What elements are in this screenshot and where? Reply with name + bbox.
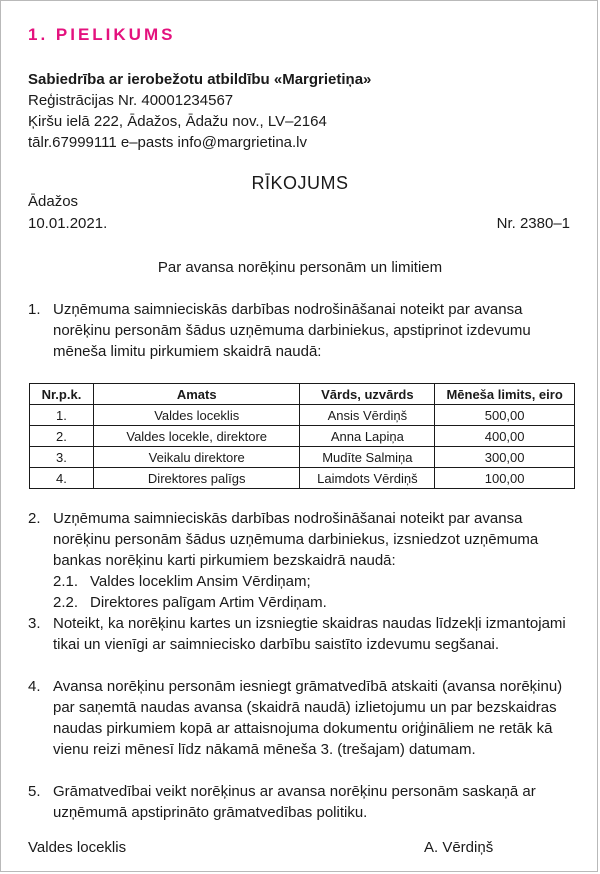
column-header-limit: Mēneša limits, eiro bbox=[435, 384, 575, 405]
column-header-number: Nr.p.k. bbox=[30, 384, 94, 405]
order-item-1 bbox=[28, 299, 576, 362]
company-block bbox=[28, 69, 371, 153]
appendix-heading: 1. PIELIKUMS bbox=[28, 25, 176, 44]
row-number: 1. bbox=[30, 405, 94, 426]
document-date: 10.01.2021. bbox=[28, 215, 108, 232]
company-name: Sabiedrība ar ierobežotu atbildību «Margrietiņa» bbox=[28, 71, 372, 88]
row-limit: 300,00 bbox=[435, 447, 575, 468]
document-place: Ādažos bbox=[28, 193, 79, 210]
signature-name: A. Vērdiņš bbox=[424, 839, 494, 856]
company-contacts: tālr.67999111 e–pasts info@margrietina.lv bbox=[28, 134, 308, 151]
row-name: Mudīte Salmiņa bbox=[300, 447, 435, 468]
row-number: 2. bbox=[30, 426, 94, 447]
order-item-2 bbox=[28, 508, 576, 571]
row-position: Valdes loceklis bbox=[93, 405, 300, 426]
row-name: Laimdots Vērdiņš bbox=[300, 468, 435, 489]
document-subject: Par avansa norēķinu personām un limitiem bbox=[157, 259, 443, 276]
row-limit: 500,00 bbox=[435, 405, 575, 426]
table-row bbox=[30, 426, 575, 447]
item-number: 5. bbox=[28, 783, 41, 800]
table-row bbox=[30, 468, 575, 489]
order-subitem-2-1 bbox=[53, 571, 311, 592]
document-title: RĪKOJUMS bbox=[251, 173, 349, 193]
row-limit: 400,00 bbox=[435, 426, 575, 447]
item-text: Uzņēmuma saimnieciskās darbības nodrošināšanai noteikt par avansa norēķinu personām šādus uzņēmuma darbiniekus, izsniedzot uzņēmuma bankas norēķinu karti pirkumiem bezskaidrā naudā: bbox=[53, 510, 539, 569]
row-name: Anna Lapiņa bbox=[300, 426, 435, 447]
subitem-text: Valdes loceklim Ansim Vērdiņam; bbox=[90, 573, 311, 590]
document-number: Nr. 2380–1 bbox=[496, 215, 570, 232]
order-subitem-2-2 bbox=[53, 592, 327, 613]
row-position: Direktores palīgs bbox=[93, 468, 300, 489]
item-number: 4. bbox=[28, 678, 41, 695]
table-header-row bbox=[30, 384, 575, 405]
row-position: Valdes locekle, direktore bbox=[93, 426, 300, 447]
subitem-number: 2.2. bbox=[53, 594, 79, 611]
item-text: Noteikt, ka norēķinu kartes un izsniegtie skaidras naudas līdzekļi izmantojami tikai un vienīgi ar saimniecisko darbību saistīto izdevumu segšanai. bbox=[53, 615, 566, 653]
row-name: Ansis Vērdiņš bbox=[300, 405, 435, 426]
order-item-3 bbox=[28, 613, 576, 655]
item-text: Uzņēmuma saimnieciskās darbības nodrošināšanai noteikt par avansa norēķinu personām šādus uzņēmuma darbiniekus, apstiprinot izdevumu mēneša limitu pirkumiem skaidrā naudā: bbox=[53, 301, 531, 360]
item-text: Grāmatvedībai veikt norēķinus ar avansa norēķinu personām saskaņā ar uzņēmumā apstiprināto grāmatvedības politiku. bbox=[53, 783, 536, 821]
order-item-5 bbox=[28, 781, 576, 823]
column-header-name: Vārds, uzvārds bbox=[300, 384, 435, 405]
row-limit: 100,00 bbox=[435, 468, 575, 489]
item-number: 1. bbox=[28, 301, 41, 318]
subitem-number: 2.1. bbox=[53, 573, 79, 590]
row-number: 4. bbox=[30, 468, 94, 489]
item-number: 3. bbox=[28, 615, 41, 632]
company-registration: Reģistrācijas Nr. 40001234567 bbox=[28, 92, 234, 109]
signature-role: Valdes loceklis bbox=[28, 839, 127, 856]
table-row bbox=[30, 447, 575, 468]
item-number: 2. bbox=[28, 510, 41, 527]
order-item-4 bbox=[28, 676, 576, 760]
row-position: Veikalu direktore bbox=[93, 447, 300, 468]
subitem-text: Direktores palīgam Artim Vērdiņam. bbox=[90, 594, 327, 611]
table-row bbox=[30, 405, 575, 426]
limits-table bbox=[29, 383, 575, 489]
row-number: 3. bbox=[30, 447, 94, 468]
column-header-position: Amats bbox=[93, 384, 300, 405]
item-text: Avansa norēķinu personām iesniegt grāmatvedībā atskaiti (avansa norēķinu) par saņemtā naudas avansa (skaidrā naudā) izlietojumu un par bezskaidras naudas pirkumiem kopā ar attaisnojuma dokumentu oriģināliem ne retāk kā vienu reizi mēnesī līdz nākamā mēneša 3. (trešajam) datumam. bbox=[53, 678, 563, 758]
company-address: Ķiršu ielā 222, Ādažos, Ādažu nov., LV–2164 bbox=[28, 113, 327, 130]
